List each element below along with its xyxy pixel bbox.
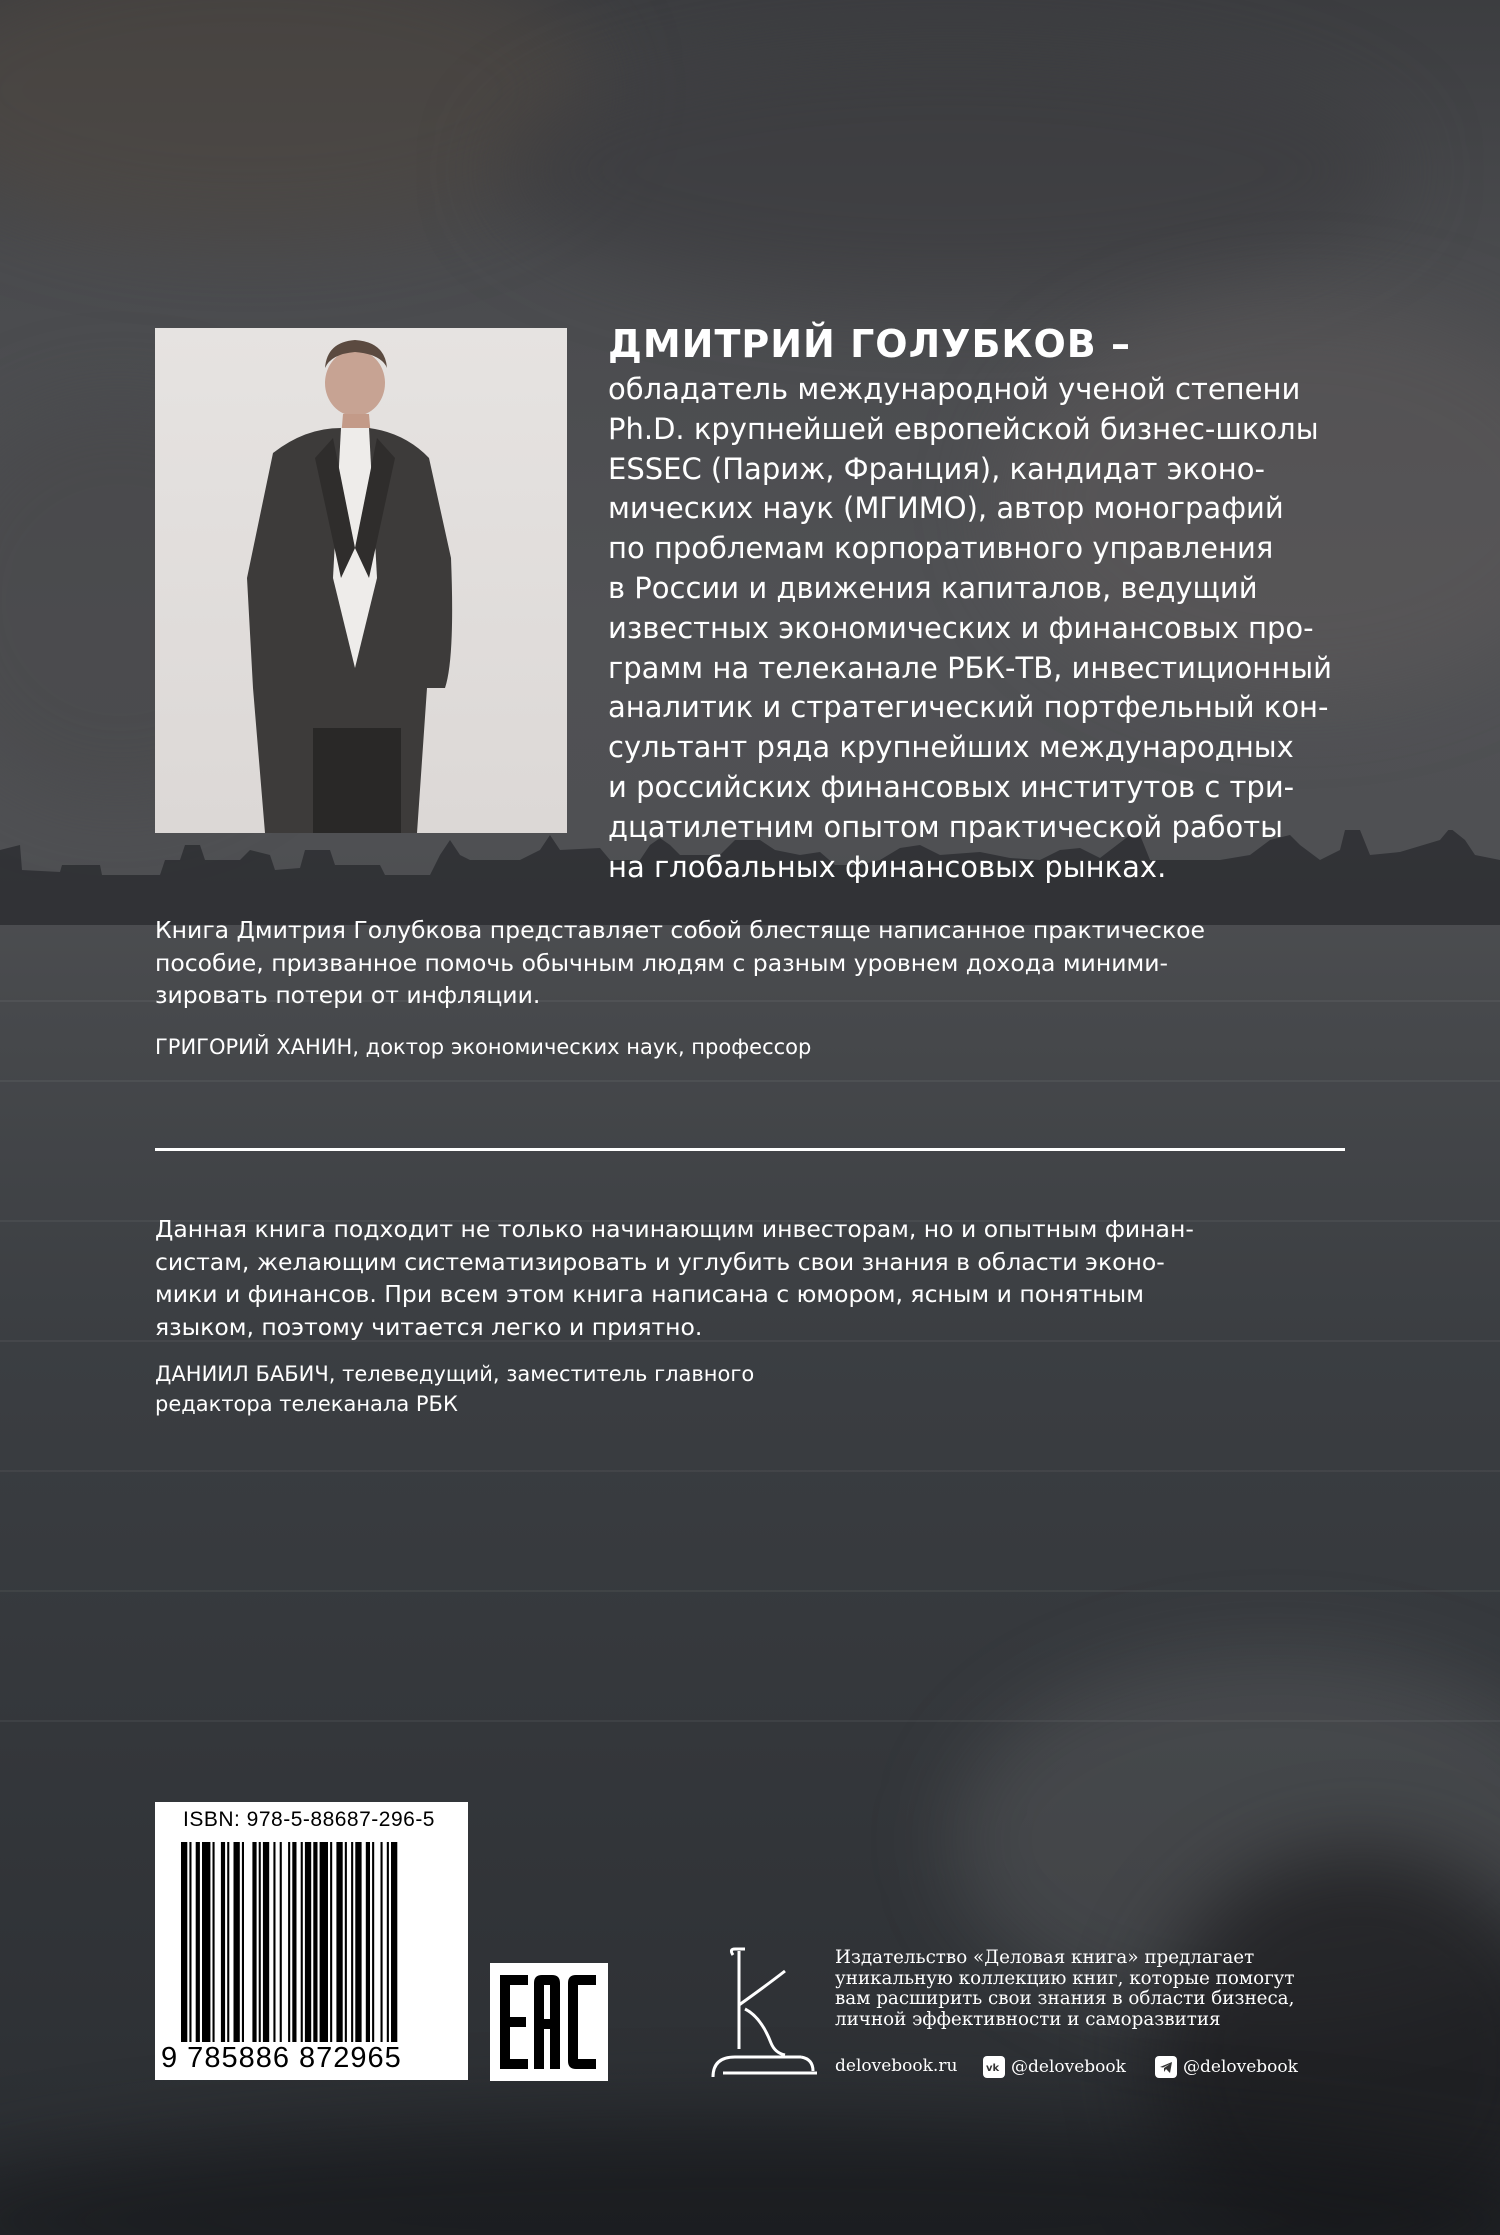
barcode-bar bbox=[345, 1842, 347, 2042]
reviewer-role: , телеведущий, заместитель главного bbox=[328, 1362, 755, 1386]
barcode-bar bbox=[252, 1842, 256, 2042]
barcode-bar bbox=[351, 1842, 353, 2042]
quote-line: мики и финансов. При всем этом книга написана с юмором, ясным и понятным bbox=[155, 1280, 1144, 1308]
section-divider bbox=[155, 1148, 1345, 1151]
author-bio bbox=[608, 318, 1368, 887]
review-quote-2 bbox=[155, 1213, 1194, 1419]
wave-line bbox=[0, 1590, 1500, 1592]
reviewer-name: ДАНИИЛ БАБИЧ bbox=[155, 1362, 329, 1386]
publisher-description bbox=[835, 1948, 1295, 2030]
quote-line: Данная книга подходит не только начинающим инвесторам, но и опытным финан- bbox=[155, 1215, 1194, 1243]
barcode-bar bbox=[366, 1842, 370, 2042]
quote-line: систам, желающим систематизировать и углубить свои знания в области эконо- bbox=[155, 1247, 1165, 1276]
barcode-bar bbox=[202, 1842, 210, 2042]
bio-line: мических наук (МГИМО), автор монографий bbox=[608, 491, 1284, 526]
bio-line: ESSEC (Париж, Франция), кандидат эконо- bbox=[608, 451, 1265, 486]
quote-line: Книга Дмитрия Голубкова представляет собой блестяще написанное практическое bbox=[155, 916, 1206, 944]
barcode-bar bbox=[381, 1842, 383, 2042]
bio-line: сультант ряда крупнейших международных bbox=[608, 730, 1294, 765]
vk-handle: @delovebook bbox=[1011, 2057, 1126, 2077]
author-portrait bbox=[155, 328, 567, 833]
barcode-bar bbox=[213, 1842, 215, 2042]
barcode-bar bbox=[280, 1842, 282, 2042]
vk-contact[interactable] bbox=[983, 2056, 1126, 2078]
barcode-bar bbox=[330, 1842, 332, 2042]
bio-line: обладатель международной ученой степени bbox=[608, 372, 1301, 406]
barcode-bar bbox=[305, 1842, 311, 2042]
quote-line: пособие, призванное помочь обычным людям с разным уровнем дохода миними- bbox=[155, 948, 1168, 977]
barcode-bar bbox=[234, 1842, 240, 2042]
bio-line: Ph.D. крупнейшей европейской бизнес-школы bbox=[608, 411, 1319, 446]
author-name: ДМИТРИЙ ГОЛУБКОВ – bbox=[608, 322, 1131, 366]
review-quote-1 bbox=[155, 914, 1205, 1062]
publisher-line: вам расширить свои знания в области бизнеса, bbox=[835, 1988, 1295, 2009]
publisher-line: Издательство «Деловая книга» предлагает bbox=[835, 1947, 1255, 1968]
wave-line bbox=[0, 1720, 1500, 1722]
reviewer-name: ГРИГОРИЙ ХАНИН bbox=[155, 1034, 353, 1059]
bio-line: грамм на телеканале РБК-ТВ, инвестиционный bbox=[608, 650, 1332, 685]
telegram-handle: @delovebook bbox=[1183, 2057, 1298, 2077]
barcode-bar bbox=[355, 1842, 361, 2042]
barcode-bar bbox=[387, 1842, 389, 2042]
eac-mark bbox=[490, 1963, 608, 2081]
bio-line: и российских финансовых институтов с три- bbox=[608, 769, 1295, 804]
author-photo bbox=[155, 328, 567, 833]
barcode-bar bbox=[181, 1842, 187, 2042]
barcode-bar bbox=[292, 1842, 296, 2042]
barcode-bars bbox=[181, 1842, 443, 2042]
quote-line: языком, поэтому читается легко и приятно. bbox=[155, 1312, 703, 1341]
bio-line: известных экономических и финансовых про- bbox=[608, 610, 1314, 645]
isbn-digits: 9 785886 872965 bbox=[161, 2042, 402, 2074]
barcode-bar bbox=[273, 1842, 275, 2042]
barcode-bar bbox=[196, 1842, 200, 2042]
cloud-shape bbox=[500, 40, 1400, 300]
barcode-bar bbox=[372, 1842, 374, 2042]
barcode-bar bbox=[263, 1842, 269, 2042]
barcode-bar bbox=[313, 1842, 317, 2042]
barcode-bar bbox=[288, 1842, 290, 2042]
wave-line bbox=[0, 1080, 1500, 1082]
vk-icon bbox=[983, 2056, 1005, 2078]
barcode-bar bbox=[227, 1842, 229, 2042]
reviewer-role: , доктор экономических наук, профессор bbox=[352, 1034, 812, 1059]
cloud-shape bbox=[0, 0, 600, 240]
barcode-bar bbox=[242, 1842, 244, 2042]
isbn-label: ISBN: 978-5-88687-296-5 bbox=[183, 1808, 435, 1831]
eac-icon bbox=[490, 1963, 608, 2081]
bio-line: аналитик и стратегический портфельный кон- bbox=[608, 690, 1329, 725]
quote-attribution bbox=[155, 1359, 1194, 1389]
barcode-bar bbox=[189, 1842, 191, 2042]
barcode-bar bbox=[320, 1842, 328, 2042]
quote-line: зировать потери от инфляции. bbox=[155, 981, 541, 1009]
bio-line: на глобальных финансовых рынках. bbox=[608, 849, 1167, 884]
barcode-bar bbox=[259, 1842, 261, 2042]
publisher-logo bbox=[705, 1945, 825, 2085]
quote-attribution bbox=[155, 1032, 1205, 1062]
barcode-bar bbox=[221, 1842, 225, 2042]
barcode-bar bbox=[301, 1842, 303, 2042]
publisher-line: уникальную коллекцию книг, которые помогут bbox=[835, 1967, 1295, 1989]
wave-line bbox=[0, 1470, 1500, 1472]
isbn-barcode bbox=[155, 1802, 468, 2080]
reviewer-role-cont: редактора телеканала РБК bbox=[155, 1392, 458, 1416]
publisher-line: личной эффективности и саморазвития bbox=[835, 2008, 1221, 2030]
barcode-bar bbox=[336, 1842, 342, 2042]
telegram-icon bbox=[1155, 2056, 1177, 2078]
svg-text:vk: vk bbox=[986, 2063, 1000, 2074]
bio-line: в России и движения капиталов, ведущий bbox=[608, 570, 1258, 605]
telegram-contact[interactable] bbox=[1155, 2056, 1298, 2078]
bio-line: дцатилетним опытом практической работы bbox=[608, 809, 1284, 844]
barcode-bar bbox=[391, 1842, 397, 2042]
website-link[interactable]: delovebook.ru bbox=[835, 2056, 958, 2076]
bio-line: по проблемам корпоративного управления bbox=[608, 531, 1274, 566]
